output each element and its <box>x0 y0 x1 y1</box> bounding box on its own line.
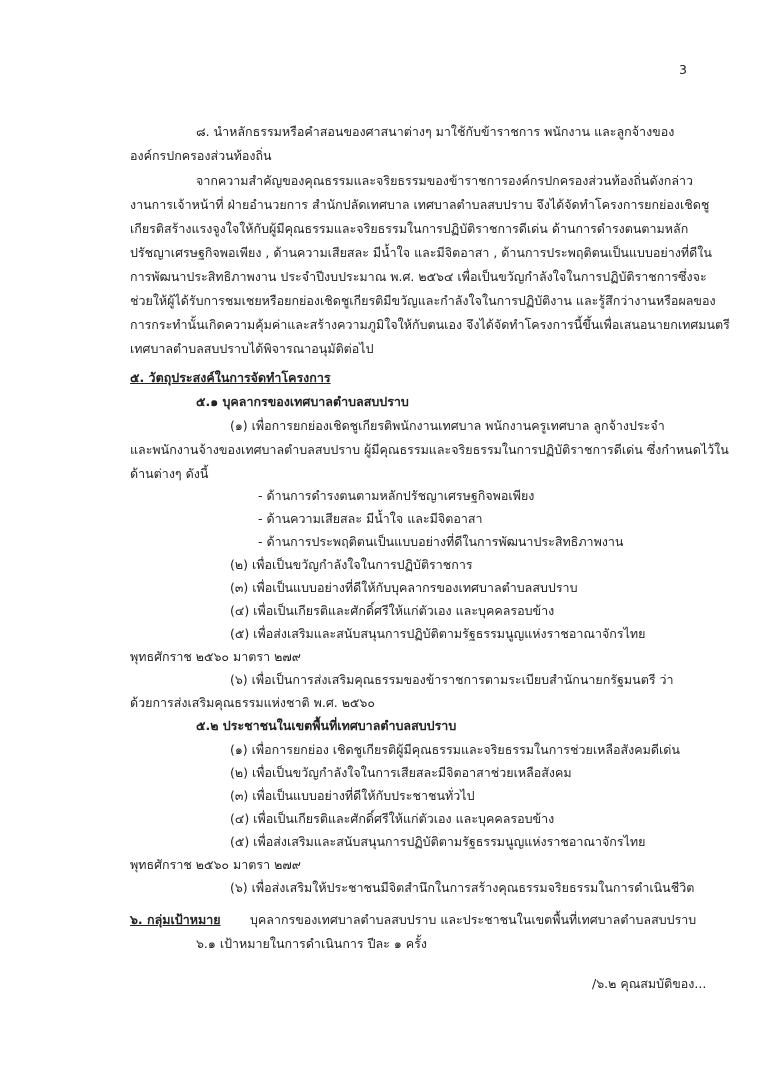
section5-1-item1-line1: (๑) เพื่อการยกย่องเชิดชูเกียรติพนักงานเทศบาล พนักงานครูเทศบาล ลูกจ้างประจำ <box>230 418 665 433</box>
section5-2-item4: (๔) เพื่อเป็นเกียรติและศักดิ์ศรีให้แก่ตัวเอง และบุคคลรอบข้าง <box>230 811 555 826</box>
section5-1-bullet: - ด้านการประพฤติตนเป็นแบบอย่างที่ดีในการพัฒนาประสิทธิภาพงาน <box>258 534 624 549</box>
section5-2-item3: (๓) เพื่อเป็นแบบอย่างที่ดีให้กับประชาชนทั่วไป <box>230 788 475 803</box>
intro-para-line: การพัฒนาประสิทธิภาพงาน ประจำปีงบประมาณ พ.ศ. ๒๕๖๔ เพื่อเป็นขวัญกำลังใจในการปฏิบัติราชการซึ่งจะ <box>130 269 707 284</box>
section5-2-heading: ๕.๒ ประชาชนในเขตพื้นที่เทศบาลตำบลสบปราบ <box>196 718 457 733</box>
section5-2-item6: (๖) เพื่อส่งเสริมให้ประชาชนมีจิตสำนึกในการสร้างคุณธรรมจริยธรรมในการดำเนินชีวิต <box>230 880 695 895</box>
section5-1-item5-line1: (๕) เพื่อส่งเสริมและสนับสนุนการปฏิบัติตามรัฐธรรมนูญแห่งราชอาณาจักรไทย <box>230 626 646 641</box>
section5-1-item2: (๒) เพื่อเป็นขวัญกำลังใจในการปฏิบัติราชการ <box>230 557 473 572</box>
intro-para-line: ปรัชญาเศรษฐกิจพอเพียง , ด้านความเสียสละ มีน้ำใจ และมีจิตอาสา , ด้านการประพฤติตนเป็นแบบอย่างที่ดีใน <box>130 245 712 260</box>
intro-para-line: งานการเจ้าหน้าที่ ฝ่ายอำนวยการ สำนักปลัดเทศบาล เทศบาลตำบลสบปราบ จึงได้จัดทำโครงการยกย่องเชิดชู <box>130 197 710 212</box>
page-number: 3 <box>679 62 687 77</box>
intro-para-line: เทศบาลตำบลสบปราบได้พิจารณาอนุมัติต่อไป <box>130 341 374 356</box>
section5-1-bullet: - ด้านการดำรงตนตามหลักปรัชญาเศรษฐกิจพอเพียง <box>258 488 535 503</box>
intro-para-line: การกระทำนั้นเกิดความคุ้มค่าและสร้างความภูมิใจให้กับตนเอง จึงได้จัดทำโครงการนี้ขึ้นเพื่อเสนอนายกเทศมนตรี <box>130 317 730 332</box>
section5-heading: ๕. วัตถุประสงค์ในการจัดทำโครงการ <box>130 370 331 385</box>
section5-1-heading: ๕.๑ บุคลากรของเทศบาลตำบลสบปราบ <box>196 394 409 409</box>
section5-2-item1: (๑) เพื่อการยกย่อง เชิดชูเกียรติผู้มีคุณธรรมและจริยธรรมในการช่วยเหลือสังคมดีเด่น <box>230 742 680 757</box>
intro-para-line: จากความสำคัญของคุณธรรมและจริยธรรมของข้าราชการองค์กรปกครองส่วนท้องถิ่นดังกล่าว <box>196 173 694 188</box>
section5-1-item1-line2: และพนักงานจ้างของเทศบาลตำบลสบปราบ ผู้มีคุณธรรมและจริยธรรมในการปฏิบัติราชการดีเด่น ซึ่งกำหนดไว้ใน <box>130 442 729 457</box>
section5-2-item2: (๒) เพื่อเป็นขวัญกำลังใจในการเสียสละมีจิตอาสาช่วยเหลือสังคม <box>230 765 572 780</box>
section5-2-item5-line1: (๕) เพื่อส่งเสริมและสนับสนุนการปฏิบัติตามรัฐธรรมนูญแห่งราชอาณาจักรไทย <box>230 834 646 849</box>
section5-1-bullet: - ด้านความเสียสละ มีน้ำใจ และมีจิตอาสา <box>258 511 483 526</box>
section5-1-item6-line1: (๖) เพื่อเป็นการส่งเสริมคุณธรรมของข้าราชการตามระเบียบสำนักนายกรัฐมนตรี ว่า <box>230 672 674 687</box>
intro-item8-line1: ๘. นำหลักธรรมหรือคำสอนของศาสนาต่างๆ มาใช้กับข้าราชการ พนักงาน และลูกจ้างของ <box>196 124 675 139</box>
intro-para-line: เกียรติสร้างแรงจูงใจให้กับผู้มีคุณธรรมและจริยธรรมในการปฏิบัติราชการดีเด่น ด้านการดำรงตนตามหลัก <box>130 221 689 236</box>
section6-text: บุคลากรของเทศบาลตำบลสบปราบ และประชาชนในเขตพื้นที่เทศบาลตำบลสบปราบ <box>250 912 697 927</box>
section5-1-item5-line2: พุทธศักราช ๒๕๖๐ มาตรา ๒๗๙ <box>130 649 301 664</box>
section6-heading: ๖. กลุ่มเป้าหมาย <box>130 912 221 927</box>
section5-1-item1-line3: ด้านต่างๆ ดังนี้ <box>130 466 209 481</box>
section5-2-item5-line2: พุทธศักราช ๒๕๖๐ มาตรา ๒๗๙ <box>130 857 301 872</box>
footer-continuation: /๖.๒ คุณสมบัติของ... <box>592 976 707 991</box>
section5-1-item6-line2: ด้วยการส่งเสริมคุณธรรมแห่งชาติ พ.ศ. ๒๕๖๐ <box>130 695 375 710</box>
section5-1-item4: (๔) เพื่อเป็นเกียรติและศักดิ์ศรีให้แก่ตัวเอง และบุคคลรอบข้าง <box>230 603 555 618</box>
intro-para-line: ช่วยให้ผู้ได้รับการชมเชยหรือยกย่องเชิดชูเกียรติมีขวัญและกำลังใจในการปฏิบัติงาน และรู้สึกว่างานหรือผลของ <box>130 293 716 308</box>
section5-1-item3: (๓) เพื่อเป็นแบบอย่างที่ดีให้กับบุคลากรของเทศบาลตำบลสบปราบ <box>230 580 578 595</box>
intro-item8-line2: องค์กรปกครองส่วนท้องถิ่น <box>130 148 272 163</box>
section6-1: ๖.๑ เป้าหมายในการดำเนินการ ปีละ ๑ ครั้ง <box>196 936 427 951</box>
